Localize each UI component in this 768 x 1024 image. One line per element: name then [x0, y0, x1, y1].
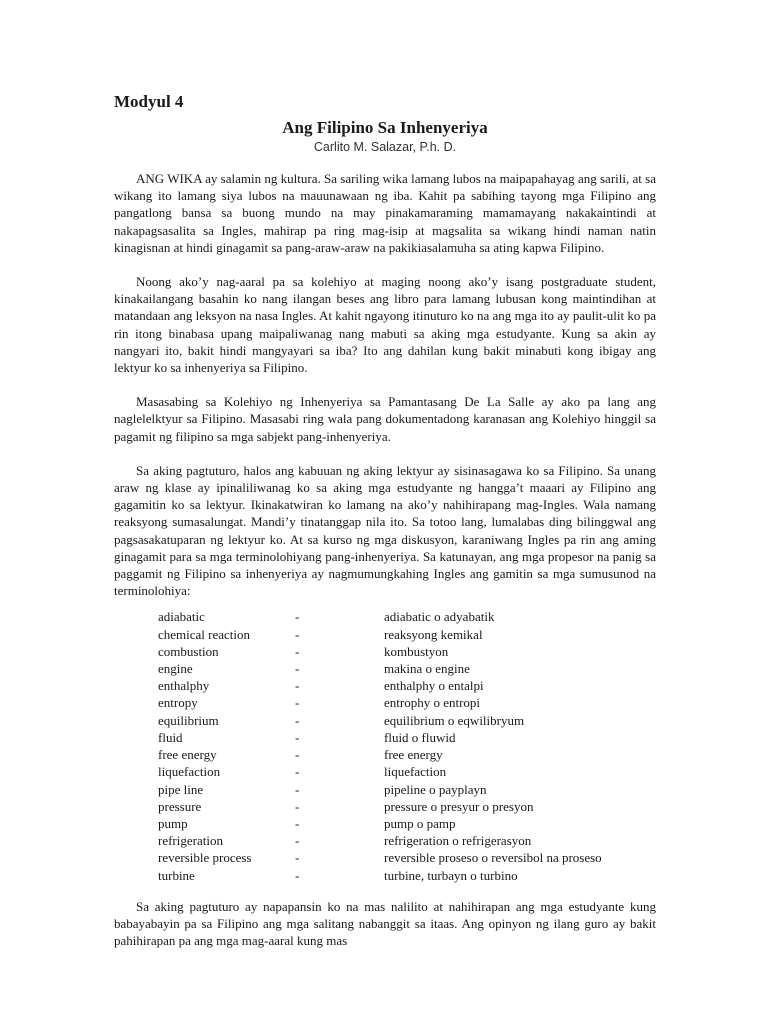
term-separator: -	[295, 798, 300, 814]
term-row	[158, 729, 656, 746]
term-separator: -	[295, 661, 300, 677]
term-english: pipe line	[158, 781, 204, 797]
term-row	[158, 781, 656, 798]
term-english: free energy	[158, 747, 217, 763]
term-separator: -	[295, 815, 300, 831]
term-english: refrigeration	[158, 833, 223, 849]
term-english: equilibrium	[158, 712, 219, 728]
term-filipino: entrophy o entropi	[384, 695, 481, 711]
term-row	[158, 798, 656, 815]
paragraph-3: Masasabing sa Kolehiyo ng Inhenyeriya sa Pamantasang De La Salle ay ako pa lang ang naglelelktyur sa Filipino. Masasabi ring wala pang dokumentadong karanasan ang Kolehiyo hinggil sa pagamit ng filipino sa mga sabjekt pang-inhenyeriya.	[114, 394, 656, 444]
term-separator: -	[295, 626, 300, 642]
term-row	[158, 815, 656, 832]
term-english: enthalphy	[158, 678, 210, 694]
term-filipino: pressure o presyur o presyon	[384, 798, 534, 814]
term-separator: -	[295, 867, 300, 883]
term-separator: -	[295, 833, 300, 849]
term-filipino: pump o pamp	[384, 815, 456, 831]
module-label: Modyul 4	[114, 92, 184, 111]
terminology-list	[158, 608, 656, 883]
term-english: chemical reaction	[158, 626, 251, 642]
term-filipino: liquefaction	[384, 764, 447, 780]
term-separator: -	[295, 643, 300, 659]
term-english: combustion	[158, 643, 219, 659]
term-english: entropy	[158, 695, 198, 711]
term-english: reversible process	[158, 850, 252, 866]
term-row	[158, 867, 656, 884]
term-row	[158, 694, 656, 711]
term-filipino: refrigeration o refrigerasyon	[384, 833, 532, 849]
term-separator: -	[295, 695, 300, 711]
term-row	[158, 763, 656, 780]
term-filipino: adiabatic o adyabatik	[384, 609, 495, 625]
term-english: liquefaction	[158, 764, 221, 780]
term-english: turbine	[158, 867, 195, 883]
term-filipino: equilibrium o eqwilibryum	[384, 712, 525, 728]
term-separator: -	[295, 729, 300, 745]
term-filipino: reversible proseso o reversibol na proseso	[384, 850, 602, 866]
term-row	[158, 832, 656, 849]
term-english: fluid	[158, 729, 183, 745]
term-filipino: kombustyon	[384, 643, 449, 659]
term-filipino: pipeline o payplayn	[384, 781, 487, 797]
paragraph-2: Noong ako’y nag-aaral pa sa kolehiyo at maging noong ako’y isang postgraduate student, kinakailangang basahin ko nang ilangan beses ang libro para lamang lubusan kong maintindihan at matandaan ang leksyon na nasa Ingles. At kahit ngayong itinuturo ko na ang mga ito ay paulit-ulit ko pa rin itong binabasa upang maipaliwanag nang mabuti sa aking mga estudyante. Kung sa akin ay nangyari ito, bakit hindi mangyayari sa iba? Ito ang dahilan kung bakit minabuti kong ibigay ang lektyur ko sa inhenyeriya sa Filipino.	[114, 274, 656, 376]
term-english: pressure	[158, 798, 202, 814]
term-filipino: free energy	[384, 747, 443, 763]
term-row	[158, 712, 656, 729]
paragraph-closing: Sa aking pagtuturo ay napapansin ko na mas nalilito at nahihirapan ang mga estudyante kung babayabayin pa sa Filipino ang mga salitang nabanggit sa itaas. Ang opinyon ng ilang guro ay bakit pahihirapan pa ang mga mag-aaral kung mas	[114, 898, 656, 949]
term-separator: -	[295, 747, 300, 763]
paragraph-1: ANG WIKA ay salamin ng kultura. Sa sariling wika lamang lubos na maipapahayag ang sarili, at sa wikang ito lamang siya lubos na mauunawaan ng iba. Kahit pa sabihing tayong mga Filipino ang pangatlong bansa sa buong mundo na may pinakamaraming mamamayang nakakaintindi at nakapagsasalita sa Ingles, mahirap pa ring mag-isip at magsalita sa wikang hindi naman natin kinagisnan at hindi ginagamit sa pang-araw-araw na pakikiasalamuha sa ating kapwa Filipino.	[114, 171, 656, 255]
term-filipino: enthalphy o entalpi	[384, 678, 484, 694]
term-filipino: turbine, turbayn o turbino	[384, 867, 518, 883]
term-row	[158, 746, 656, 763]
author-line: Carlito M. Salazar, P.h. D.	[313, 140, 457, 154]
term-separator: -	[295, 764, 300, 780]
term-english: engine	[158, 661, 193, 677]
term-row	[158, 849, 656, 866]
term-separator: -	[295, 609, 300, 625]
term-english: pump	[158, 815, 188, 831]
term-separator: -	[295, 712, 300, 728]
term-row	[158, 677, 656, 694]
term-separator: -	[295, 678, 300, 694]
document-body	[114, 92, 656, 966]
term-separator: -	[295, 781, 300, 797]
term-separator: -	[295, 850, 300, 866]
term-filipino: fluid o fluwid	[384, 729, 456, 745]
term-filipino: makina o engine	[384, 661, 470, 677]
term-row	[158, 626, 656, 643]
term-row	[158, 608, 656, 625]
term-filipino: reaksyong kemikal	[384, 626, 483, 642]
term-row	[158, 660, 656, 677]
term-english: adiabatic	[158, 609, 205, 625]
page-title: Ang Filipino Sa Inhenyeriya	[282, 118, 488, 137]
paragraph-4: Sa aking pagtuturo, halos ang kabuuan ng aking lektyur ay sisinasagawa ko sa Filipino. Sa unang araw ng klase ay ipinaliliwanag ko sa aking mga estudyante ng hangga’t maaari ay Filipino ang gagamitin ko sa lektyur. Ikinakatwiran ko lamang na ako’y nahihirapang mag-Ingles. Wala namang reaksyong sumasalungat. Mandi’y tinatanggap nila ito. Sa totoo lang, lumalabas ding bilinggwal ang pagsasakatuparan ng lektyur ko. At sa kurso ng mga diskusyon, karaniwang Ingles pa rin ang aming ginagamit para sa mga terminolohiyang pang-inhenyeriya. Sa katunayan, ang mga propesor na panig sa paggamit ng Filipino sa inhenyeriya ay nagmumungkahing Ingles ang gamitin sa mga sumusunod na terminolohiya:	[114, 462, 656, 599]
term-row	[158, 643, 656, 660]
